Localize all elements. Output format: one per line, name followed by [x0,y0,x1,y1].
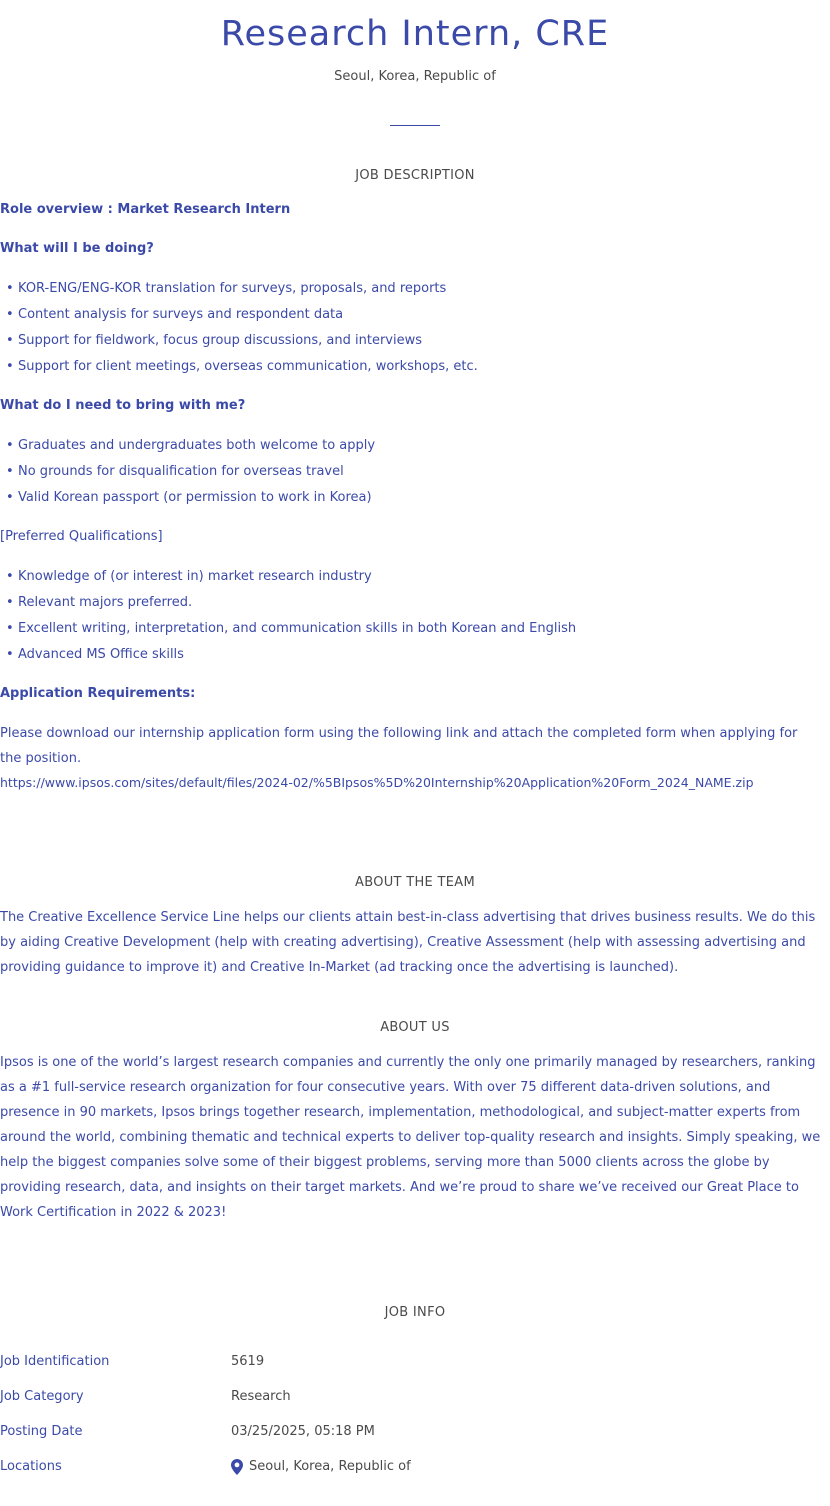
job-location: Seoul, Korea, Republic of [334,69,496,84]
list-item: • Valid Korean passport (or permission to work in Korea) [6,490,372,505]
list-item: • Support for fieldwork, focus group discussions, and interviews [6,333,422,348]
about-us-text: Ipsos is one of the world’s largest research companies and currently the only one primarily managed by researchers, ranking as a #1 full-service research organization for four consecutive years. With over 75 different data-driven solutions, and presence in 90 markets, Ipsos brings together research, implementation, methodological, and subject-matter experts from around the world, combining thematic and technical experts to deliver top-quality research and insights. Simply speaking, we help the biggest companies solve some of their biggest problems, serving more than 5000 clients across the globe by providing research, data, and insights on their target markets. And we’re proud to share we’ve received our Great Place to Work Certification in 2022 & 2023! [0,1055,821,1220]
job-category-label: Job Category [0,1389,84,1404]
application-text: Please download our internship application form using the following link and attach the completed form when applying for the position. [0,726,798,766]
job-id-label: Job Identification [0,1354,110,1369]
list-item: • Advanced MS Office skills [6,647,184,662]
list-item: • Excellent writing, interpretation, and communication skills in both Korean and English [6,621,576,636]
bring-heading: What do I need to bring with me? [0,398,246,413]
job-title: Research Intern, CRE [220,14,610,54]
application-heading: Application Requirements: [0,686,196,701]
map-pin-icon [231,1459,243,1475]
job-id-value: 5619 [231,1354,265,1369]
job-info-header: JOB INFO [384,1305,446,1320]
application-form-link[interactable]: https://www.ipsos.com/sites/default/files/2024-02/%5BIpsos%5D%20Internship%20Application%20Form_2024_NAME.zip [0,775,754,790]
list-item: • Relevant majors preferred. [6,595,192,610]
preferred-heading: [Preferred Qualifications] [0,529,163,544]
posting-date-value: 03/25/2025, 05:18 PM [231,1424,375,1439]
locations-value: Seoul, Korea, Republic of [249,1459,411,1474]
job-category-value: Research [231,1389,291,1404]
list-item: • Knowledge of (or interest in) market research industry [6,569,372,584]
list-item: • Content analysis for surveys and respondent data [6,307,343,322]
about-team-header: ABOUT THE TEAM [355,875,475,890]
about-us-header: ABOUT US [380,1020,450,1035]
list-item: • KOR-ENG/ENG-KOR translation for surveys, proposals, and reports [6,281,446,296]
posting-date-label: Posting Date [0,1424,83,1439]
list-item: • Support for client meetings, overseas communication, workshops, etc. [6,359,478,374]
doing-heading: What will I be doing? [0,241,154,256]
about-team-text: The Creative Excellence Service Line helps our clients attain best-in-class advertising that drives business results. We do this by aiding Creative Development (help with creating advertising), Creative Assessment (help with assessing advertising and providing guidance to improve it) and Creative In-Market (ad tracking once the advertising is launched). [0,910,816,975]
locations-label: Locations [0,1459,62,1474]
job-description-header: JOB DESCRIPTION [355,168,475,183]
title-divider [390,125,440,126]
list-item: • Graduates and undergraduates both welcome to apply [6,438,375,453]
list-item: • No grounds for disqualification for overseas travel [6,464,344,479]
role-overview: Role overview : Market Research Intern [0,202,291,217]
